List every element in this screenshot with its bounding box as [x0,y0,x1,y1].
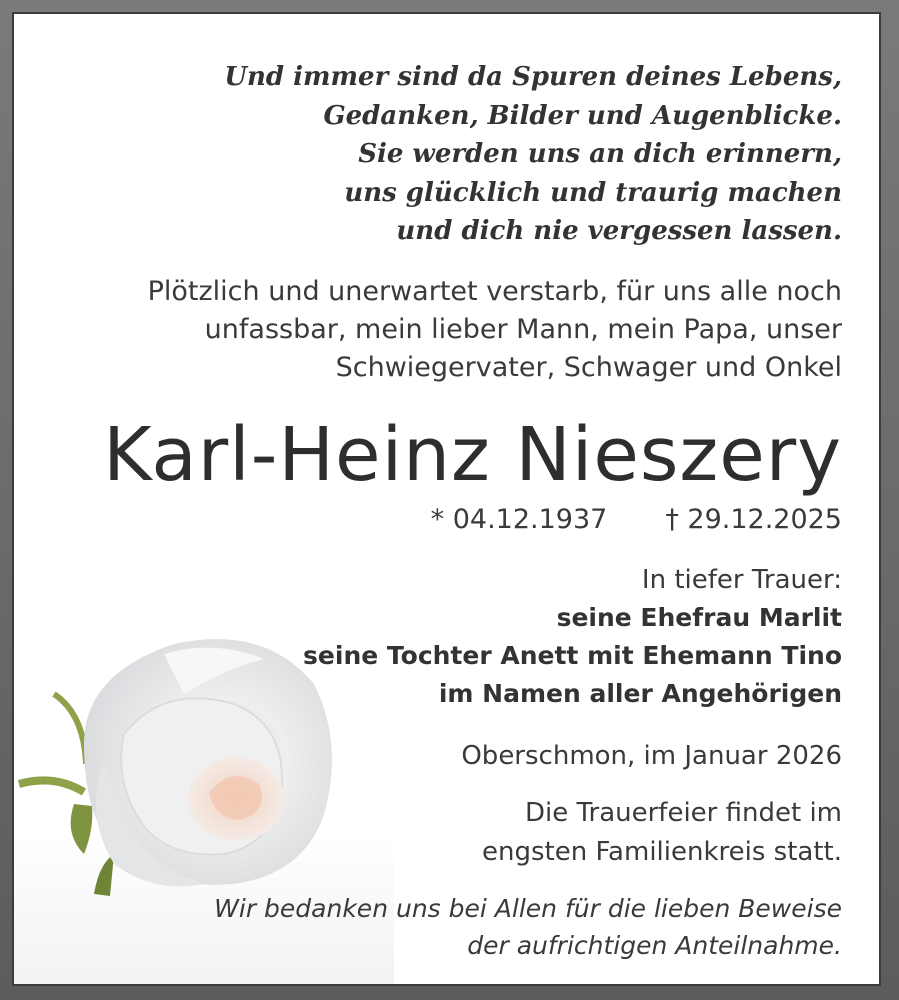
poem-line: Gedanken, Bilder und Augenblicke. [323,100,842,131]
funeral-line: Die Trauerfeier findet im [524,798,842,828]
poem-line: Sie werden uns an dich erinnern, [358,139,842,169]
thanks-line: Wir bedanken uns bei Allen für die lieben Beweise [214,894,842,923]
mourners [42,561,842,713]
poem-line: und dich nie vergessen lassen. [396,216,842,246]
mourning-intro: In tiefer Trauer: [641,565,842,595]
mourner-line: seine Ehefrau Marlit [556,603,842,632]
poem-line: Und immer sind da Spuren deines Lebens, [224,62,842,92]
funeral-info [242,794,842,872]
announcement-line: Plötzlich und unerwartet verstarb, für uns alle noch [147,276,842,307]
announcement-line: Schwiegervater, Schwager und Onkel [335,352,842,383]
place-and-date: Oberschmon, im Januar 2026 [461,741,842,771]
announcement-line: unfassbar, mein lieber Mann, mein Papa, unser [204,314,842,345]
death-announcement [42,273,842,387]
obituary-card [12,12,881,986]
birth-date: * 04.12.1937 [430,504,608,535]
deceased-name: Karl-Heinz Nieszery [103,412,842,498]
poem-line: uns glücklich und traurig machen [344,177,842,208]
mourner-line: im Namen aller Angehörigen [438,679,842,708]
thanks-note [82,890,842,964]
thanks-line: der aufrichtigen Anteilnahme. [467,931,842,960]
poem [82,58,842,251]
life-dates [242,500,842,540]
mourner-line: seine Tochter Anett mit Ehemann Tino [303,641,842,670]
death-date: † 29.12.2025 [665,504,842,535]
funeral-line: engsten Familienkreis statt. [482,837,842,867]
